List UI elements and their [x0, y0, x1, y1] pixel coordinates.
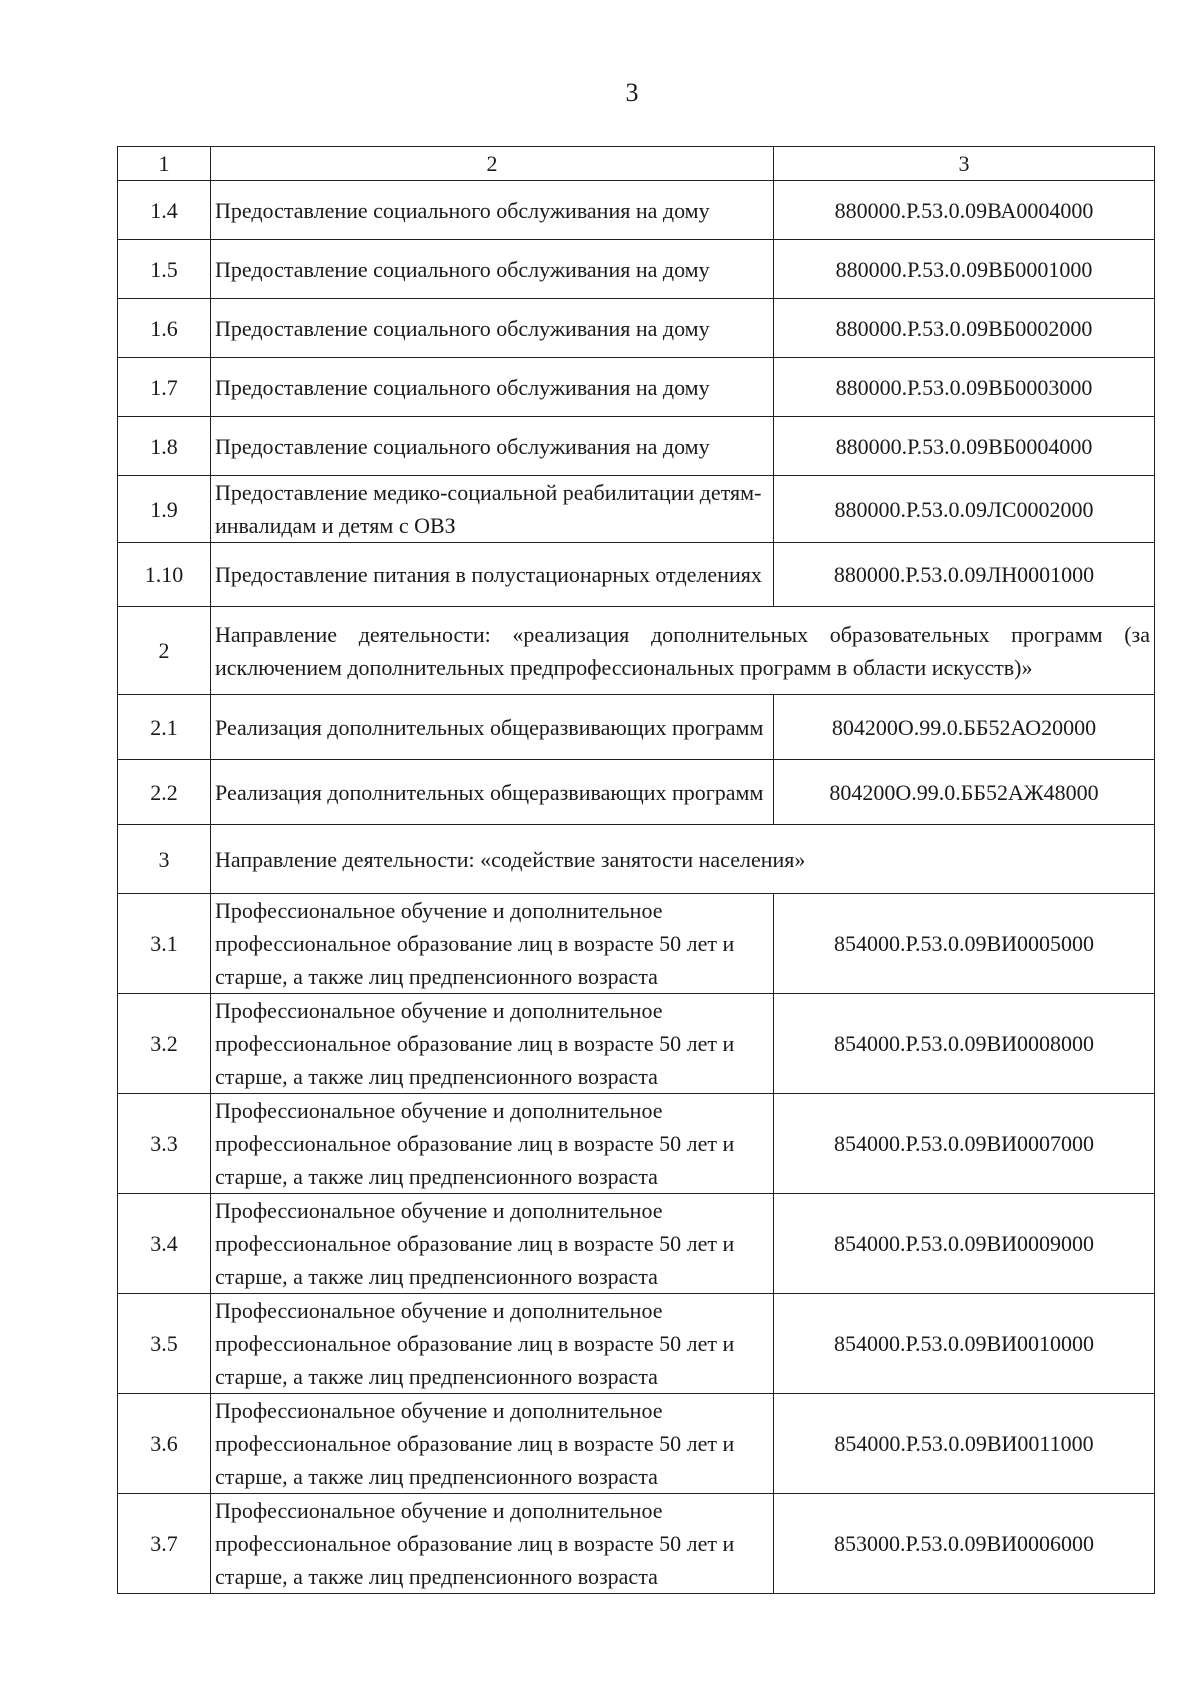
- service-name: Предоставление социального обслуживания на дому: [211, 240, 774, 299]
- row-number: 1.5: [118, 240, 211, 299]
- table-row: [118, 358, 1155, 417]
- service-name: Профессиональное обучение и дополнительное профессиональное образование лиц в возрасте 50 лет и старше, а также лиц предпенсионного возраста: [211, 894, 774, 994]
- table-row: [118, 299, 1155, 358]
- row-number: 1.6: [118, 299, 211, 358]
- service-code: 880000.Р.53.0.09ЛН0001000: [774, 543, 1155, 607]
- row-number: 3.4: [118, 1194, 211, 1294]
- service-code: 804200О.99.0.ББ52АЖ48000: [774, 760, 1155, 825]
- row-number: 2.1: [118, 695, 211, 760]
- table-row: [118, 1094, 1155, 1194]
- table-row: [118, 695, 1155, 760]
- service-name: Профессиональное обучение и дополнительное профессиональное образование лиц в возрасте 50 лет и старше, а также лиц предпенсионного возраста: [211, 1294, 774, 1394]
- table-row: [118, 1194, 1155, 1294]
- service-code: 880000.Р.53.0.09ВБ0004000: [774, 417, 1155, 476]
- service-code: 854000.Р.53.0.09ВИ0008000: [774, 994, 1155, 1094]
- row-number: 3.7: [118, 1494, 211, 1594]
- section-heading: Направление деятельности: «реализация дополнительных образовательных программ (за исключением дополнительных предпрофессиональных программ в области искусств)»: [211, 607, 1155, 695]
- table-row: [118, 476, 1155, 543]
- row-number: 2: [118, 607, 211, 695]
- table-row: [118, 1494, 1155, 1594]
- section-heading: Направление деятельности: «содействие занятости населения»: [211, 825, 1155, 894]
- table-row: [118, 760, 1155, 825]
- row-number: 3.1: [118, 894, 211, 994]
- row-number: 3: [118, 825, 211, 894]
- column-header-1: 1: [118, 147, 211, 181]
- service-name: Реализация дополнительных общеразвивающих программ: [211, 695, 774, 760]
- table-row: [118, 1394, 1155, 1494]
- service-name: Профессиональное обучение и дополнительное профессиональное образование лиц в возрасте 50 лет и старше, а также лиц предпенсионного возраста: [211, 1394, 774, 1494]
- service-name: Предоставление медико-социальной реабилитации детям-инвалидам и детям с ОВЗ: [211, 476, 774, 543]
- service-name: Профессиональное обучение и дополнительное профессиональное образование лиц в возрасте 50 лет и старше, а также лиц предпенсионного возраста: [211, 1494, 774, 1594]
- service-name: Профессиональное обучение и дополнительное профессиональное образование лиц в возрасте 50 лет и старше, а также лиц предпенсионного возраста: [211, 994, 774, 1094]
- row-number: 2.2: [118, 760, 211, 825]
- page-number: 3: [625, 78, 639, 107]
- services-table: [117, 146, 1155, 1594]
- table-row: [118, 607, 1155, 695]
- row-number: 3.6: [118, 1394, 211, 1494]
- service-name: Предоставление социального обслуживания на дому: [211, 417, 774, 476]
- service-name: Реализация дополнительных общеразвивающих программ: [211, 760, 774, 825]
- table-row: [118, 994, 1155, 1094]
- service-code: 880000.Р.53.0.09ВА0004000: [774, 181, 1155, 240]
- table-row: [118, 894, 1155, 994]
- table-row: [118, 543, 1155, 607]
- table-row: [118, 181, 1155, 240]
- row-number: 1.4: [118, 181, 211, 240]
- column-header-2: 2: [211, 147, 774, 181]
- service-name: Предоставление социального обслуживания на дому: [211, 299, 774, 358]
- service-code: 804200О.99.0.ББ52АО20000: [774, 695, 1155, 760]
- row-number: 1.8: [118, 417, 211, 476]
- row-number: 3.3: [118, 1094, 211, 1194]
- service-code: 880000.Р.53.0.09ВБ0002000: [774, 299, 1155, 358]
- table-header-row: [118, 147, 1155, 181]
- row-number: 1.7: [118, 358, 211, 417]
- column-header-3: 3: [774, 147, 1155, 181]
- service-code: 854000.Р.53.0.09ВИ0010000: [774, 1294, 1155, 1394]
- service-name: Профессиональное обучение и дополнительное профессиональное образование лиц в возрасте 50 лет и старше, а также лиц предпенсионного возраста: [211, 1194, 774, 1294]
- service-name: Предоставление социального обслуживания на дому: [211, 181, 774, 240]
- service-code: 854000.Р.53.0.09ВИ0005000: [774, 894, 1155, 994]
- row-number: 3.2: [118, 994, 211, 1094]
- table-row: [118, 417, 1155, 476]
- service-code: 853000.Р.53.0.09ВИ0006000: [774, 1494, 1155, 1594]
- row-number: 1.10: [118, 543, 211, 607]
- service-name: Предоставление питания в полустационарных отделениях: [211, 543, 774, 607]
- service-code: 854000.Р.53.0.09ВИ0011000: [774, 1394, 1155, 1494]
- row-number: 1.9: [118, 476, 211, 543]
- service-code: 854000.Р.53.0.09ВИ0009000: [774, 1194, 1155, 1294]
- service-code: 854000.Р.53.0.09ВИ0007000: [774, 1094, 1155, 1194]
- table-row: [118, 825, 1155, 894]
- service-name: Профессиональное обучение и дополнительное профессиональное образование лиц в возрасте 50 лет и старше, а также лиц предпенсионного возраста: [211, 1094, 774, 1194]
- table-row: [118, 240, 1155, 299]
- service-code: 880000.Р.53.0.09ЛС0002000: [774, 476, 1155, 543]
- service-name: Предоставление социального обслуживания на дому: [211, 358, 774, 417]
- service-code: 880000.Р.53.0.09ВБ0003000: [774, 358, 1155, 417]
- table-row: [118, 1294, 1155, 1394]
- row-number: 3.5: [118, 1294, 211, 1394]
- service-code: 880000.Р.53.0.09ВБ0001000: [774, 240, 1155, 299]
